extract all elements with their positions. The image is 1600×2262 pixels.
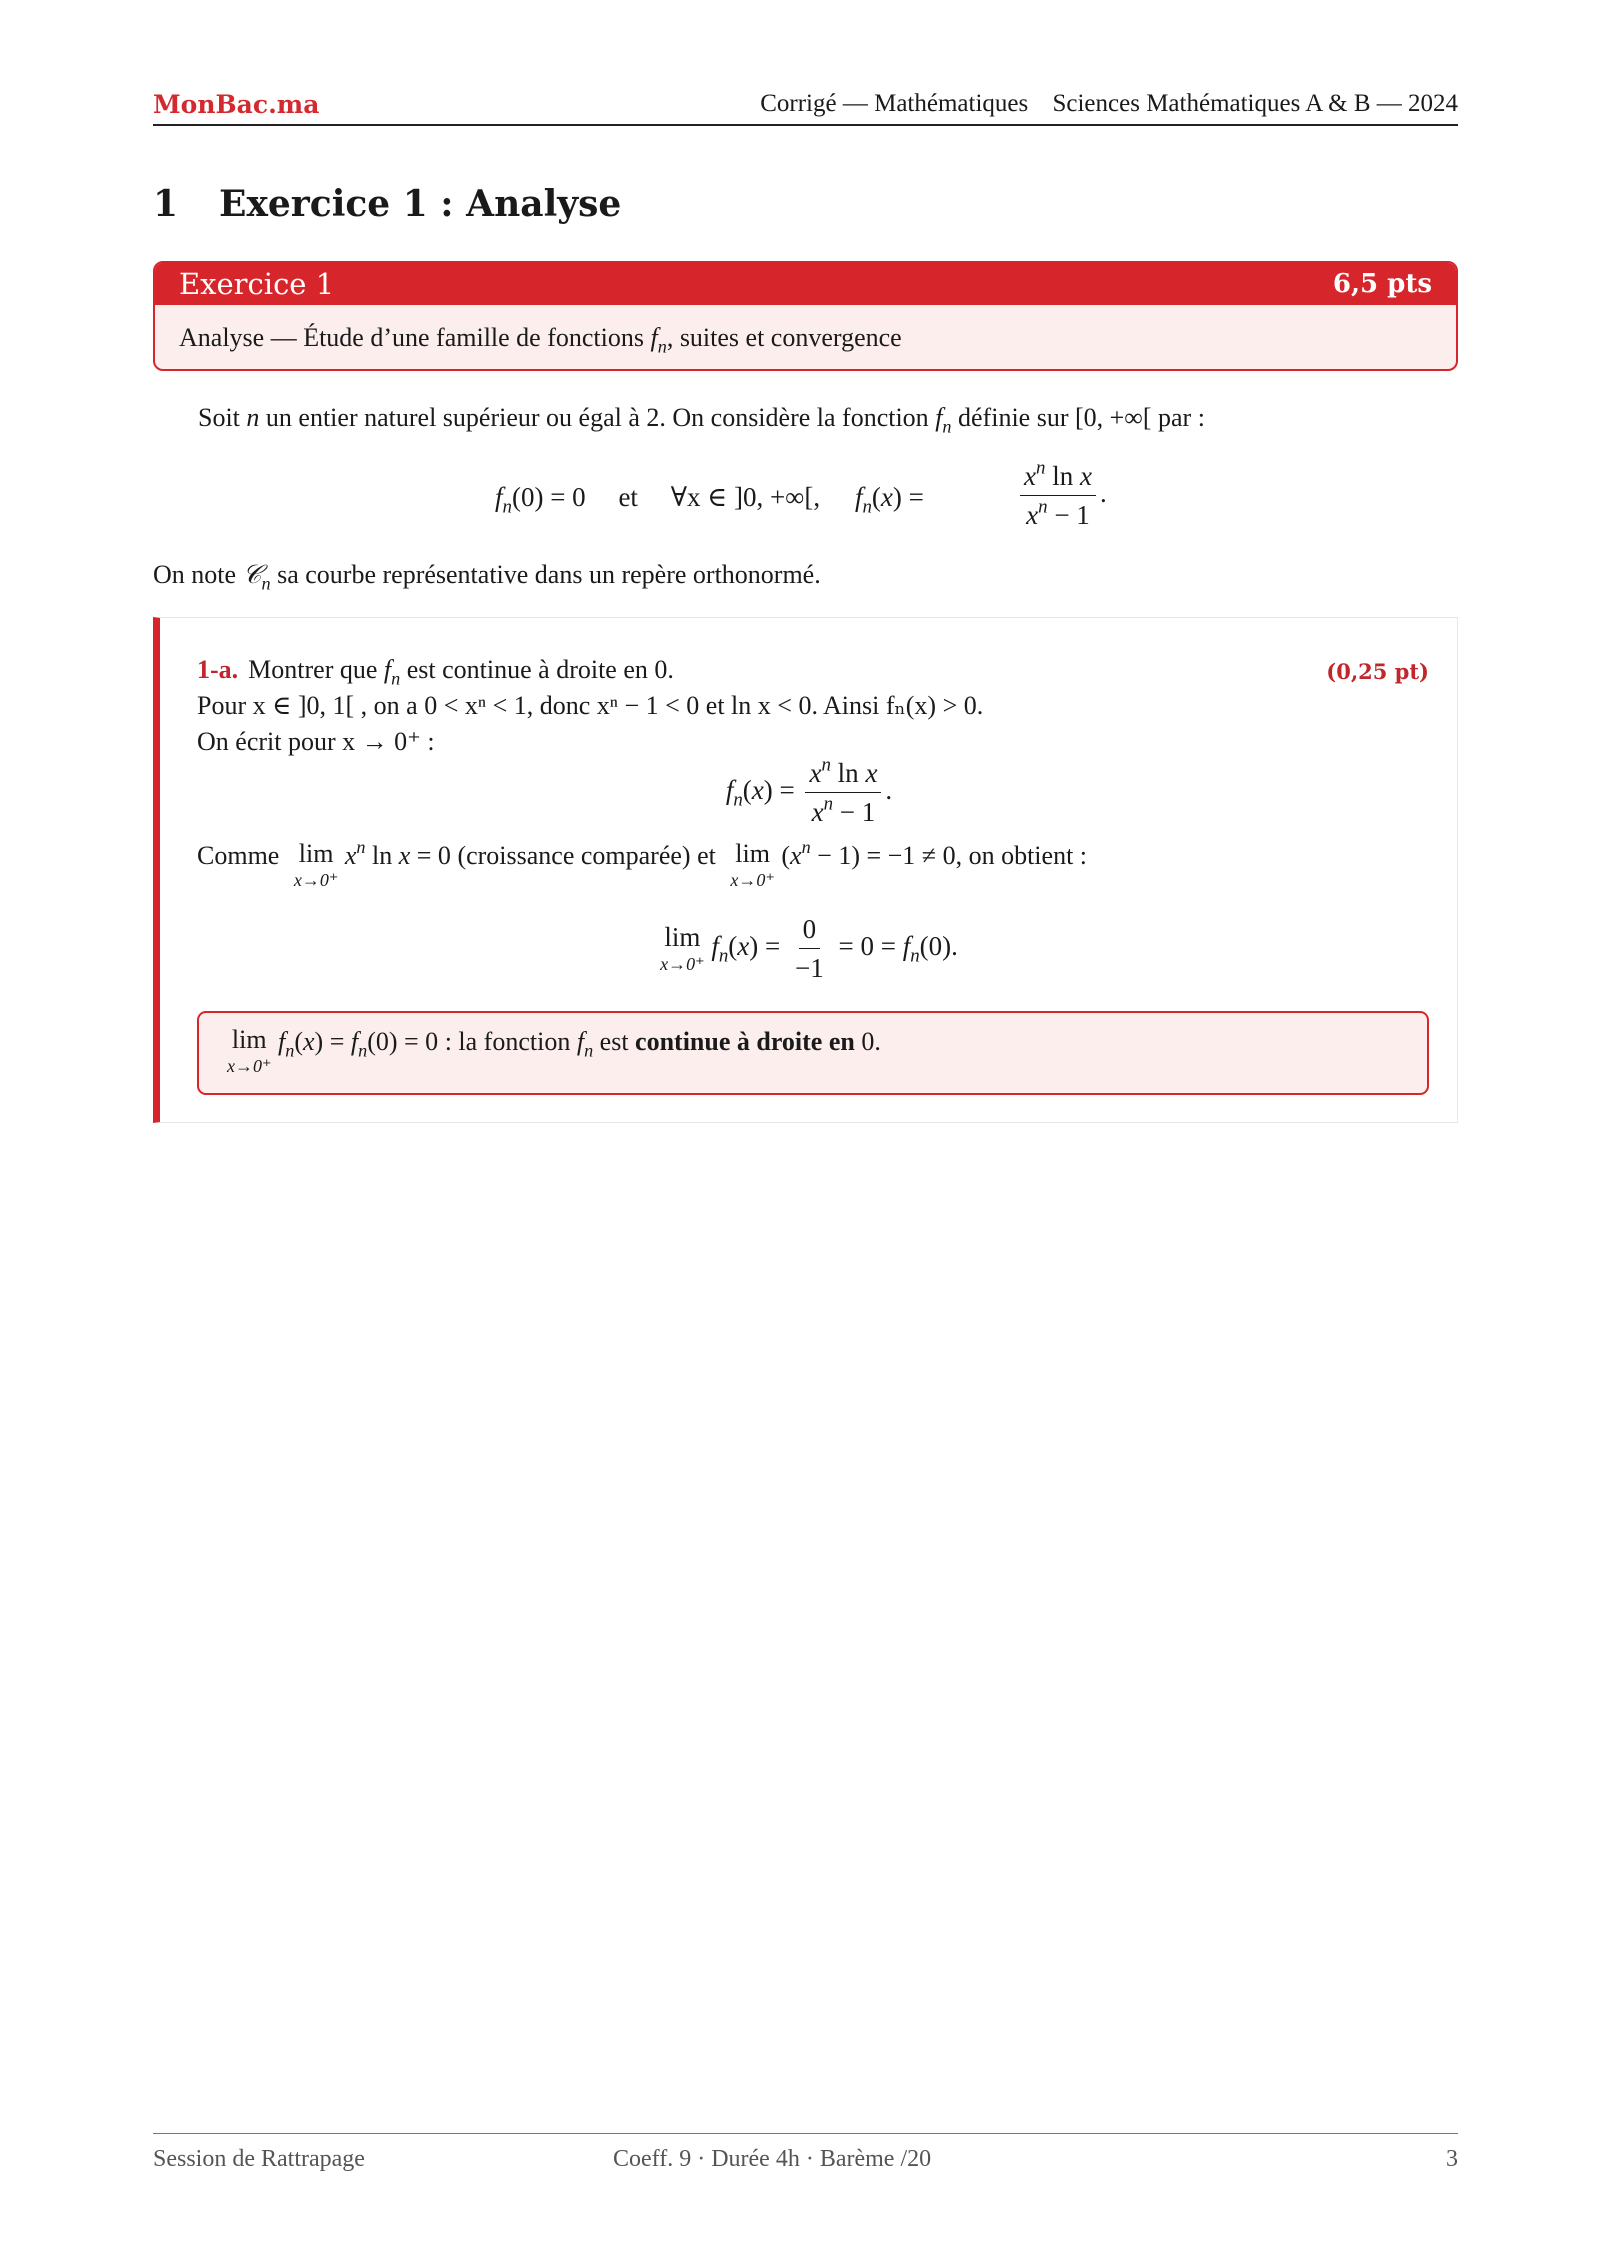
result-text: lim x→0⁺ $f_n(x) = f_n(0) = 0$ : la fonction $f_n$ est continue à droite en 0. bbox=[227, 1025, 881, 1076]
page-number: 3 bbox=[1446, 2146, 1458, 2172]
page: MonBac.ma Corrigé — Mathématiques Sciences Mathématiques A & B — 2024 1 Exercice 1 : Analyse Exercice 1 6,5 pts Analyse — Étude d’une famille de fonctions $f_n$, suites et convergence Soit n un entier naturel supérieur ou égal à 2. On considère la fonction $f_n$ définie sur [0, +∞[ par : $f_n(0) = 0$ et ∀x ∈ ]0, +∞[, $f_n(x)$ = $\frac{x^n \ln x}{x^n - 1}$ . On note 𝒞$_n$ sa courbe représentative dans un repère orthonormé. 1-a. Montrer que $f_n$ est continue à droite en 0. (0,25 pt) Pour x ∈ ]0, 1[ , on a 0 < xⁿ < 1, donc xⁿ − 1 < 0 et ln x < 0. Ainsi fₙ(x) > 0. On écrit pour x → 0⁺ : $f_n(x)$ = $\frac{x^n \ln x}{x^n - 1}$ . Comme lim x→0⁺ $x^n$ ln x = 0 (croissance comparée) et lim x→0⁺ $(x^n - 1) = -1 \ne 0$, on obtient : lim x→0⁺ $f_n(x)$ = $\frac{0}{-1}$ = $0 = f_n(0)$. lim x→0⁺ $f_n(x) = f_n(0) = 0$ : la fonction $f_n$ est continue à droite en 0. Session de Rattrapage Coeff. 9 · Durée 4h · Barème /20 3 bbox=[153, 90, 1458, 2172]
exercise-title: Exercice 1 bbox=[179, 267, 335, 301]
section-number: 1 bbox=[153, 183, 179, 225]
header-track: Sciences Mathématiques A & B — 2024 bbox=[1052, 90, 1458, 117]
intro-text: Soit n un entier naturel supérieur ou égal à 2. On considère la fonction $f_n$ définie sur [0, +∞[ par : bbox=[198, 403, 1205, 437]
exercise-box bbox=[153, 261, 1458, 371]
exercise-points: 6,5 pts bbox=[1332, 269, 1432, 299]
exercise-title-bar bbox=[155, 263, 1456, 305]
header-subject: Corrigé — Mathématiques bbox=[760, 90, 1029, 117]
section-title: Exercice 1 : Analyse bbox=[219, 183, 622, 225]
question-label: 1-a. bbox=[197, 655, 239, 684]
answer-line-1: Pour x ∈ ]0, 1[ , on a 0 < xⁿ < 1, donc xⁿ − 1 < 0 et ln x < 0. Ainsi fₙ(x) > 0. bbox=[197, 691, 984, 720]
exercise-subtitle: Analyse — Étude d’une famille de fonctions $f_n$, suites et convergence bbox=[179, 323, 902, 357]
answer-line-2: On écrit pour x → 0⁺ : bbox=[197, 727, 435, 756]
header-info bbox=[760, 90, 1458, 118]
answer-line-3: Comme lim x→0⁺ $x^n$ ln x = 0 (croissance comparée) et lim x→0⁺ $(x^n - 1) = -1 \ne 0$, on obtient : bbox=[197, 837, 1088, 890]
limit-equation: lim x→0⁺ $f_n(x)$ = $\frac{0}{-1}$ = $0 = f_n(0)$. bbox=[660, 914, 958, 984]
question-1a-block bbox=[153, 617, 1458, 1123]
brand-name: MonBac.ma bbox=[153, 90, 320, 119]
result-box bbox=[197, 1011, 1429, 1095]
question-statement: 1-a. Montrer que $f_n$ est continue à droite en 0. bbox=[197, 655, 674, 689]
question-points: (0,25 pt) bbox=[1326, 659, 1429, 684]
page-footer bbox=[153, 2133, 1458, 2172]
equation-fn: $f_n(x)$ = $\frac{x^n \ln x}{x^n - 1}$ . bbox=[725, 754, 893, 828]
note-text: On note 𝒞$_n$ sa courbe représentative dans un repère orthonormé. bbox=[153, 560, 821, 594]
page-header bbox=[153, 88, 1458, 126]
section-heading bbox=[153, 183, 621, 225]
footer-session: Session de Rattrapage bbox=[153, 2146, 365, 2172]
footer-info: Coeff. 9 · Durée 4h · Barème /20 bbox=[613, 2146, 932, 2172]
